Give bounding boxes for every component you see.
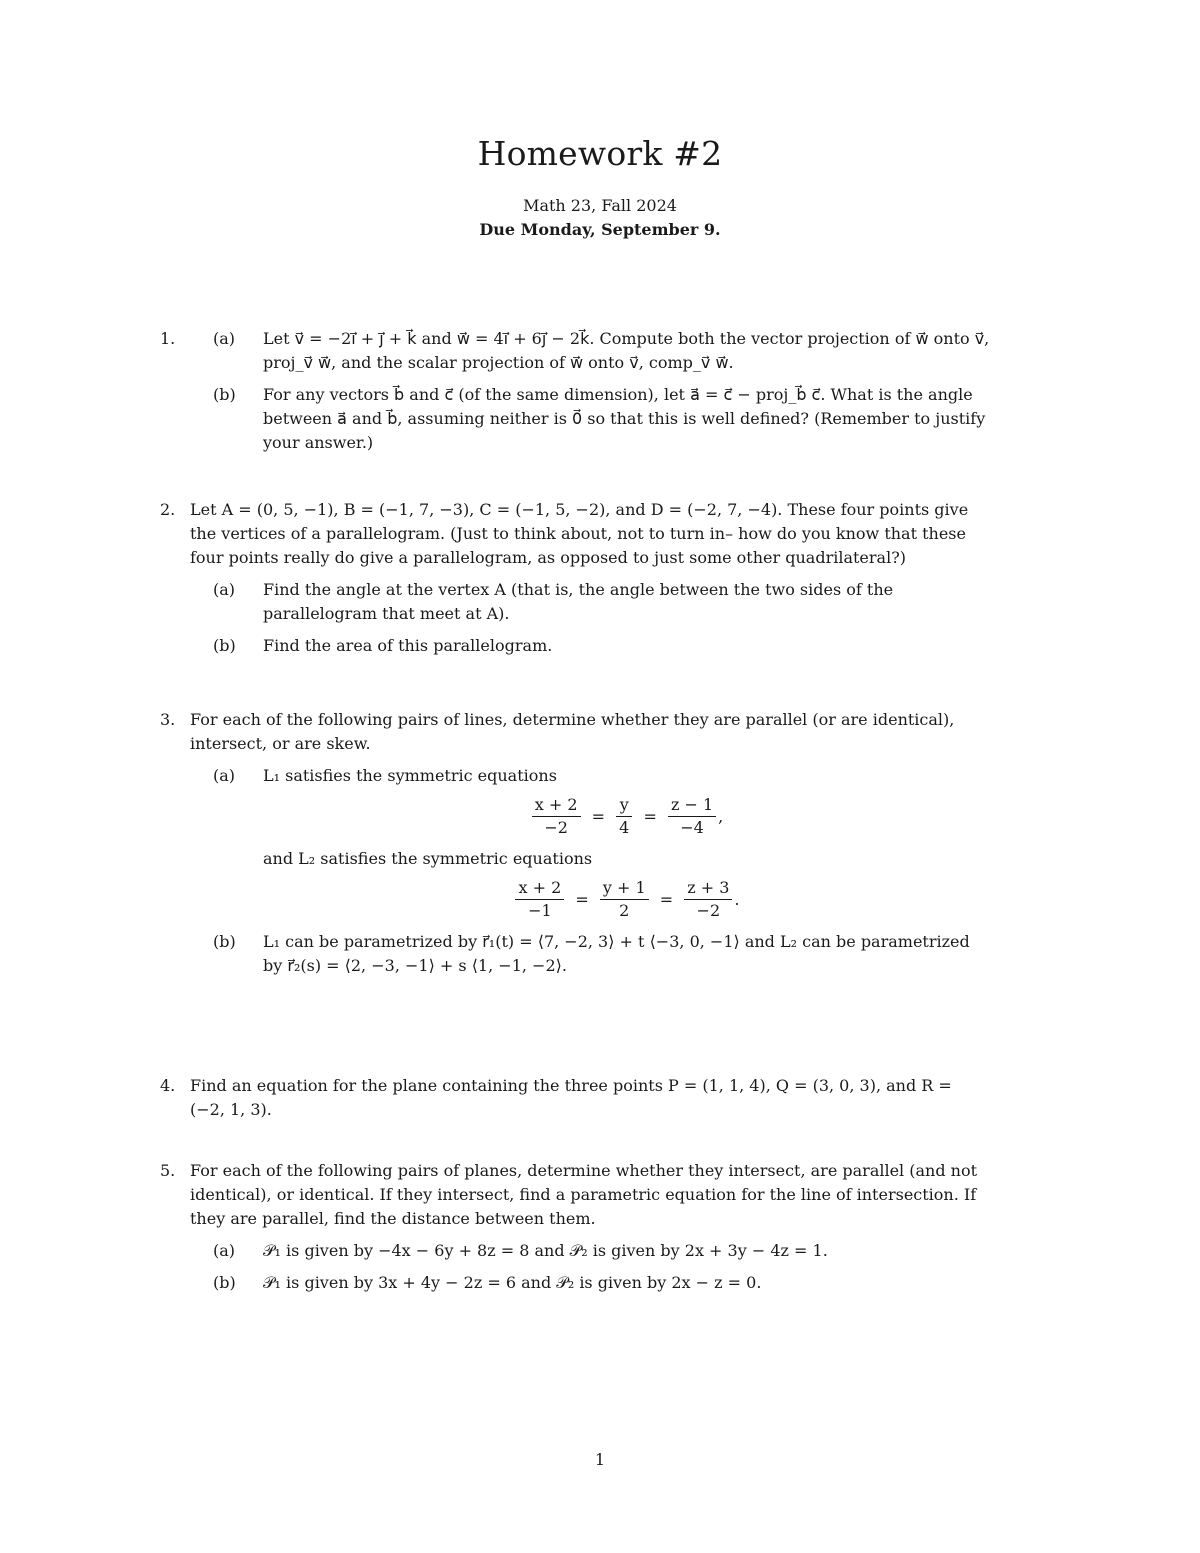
problem-2-part-a — [213, 578, 990, 626]
problem-number: 4. — [160, 1076, 176, 1095]
problem-5-intro: For each of the following pairs of planes, determine whether they intersect, are parallel (and not identical), or identical. If they intersect, find a parametric equation for the line of intersection. If they are parallel, find the distance between them. — [190, 1161, 978, 1228]
problem-1-part-a — [213, 327, 990, 375]
part-text: Find the area of this parallelogram. — [263, 636, 553, 655]
part-text: 𝒫₁ is given by −4x − 6y + 8z = 8 and 𝒫₂ is given by 2x + 3y − 4z = 1. — [263, 1241, 828, 1260]
part-label: (b) — [213, 1273, 236, 1292]
equals-sign: = — [659, 889, 674, 909]
document-title: Homework #2 — [477, 134, 723, 173]
part-text: Find the angle at the vertex A (that is, the angle between the two sides of the parallelogram that meet at A). — [263, 580, 894, 623]
symmetric-equation-l1 — [263, 794, 990, 839]
part-label: (b) — [213, 636, 236, 655]
part-text: 𝒫₁ is given by 3x + 4y − 2z = 6 and 𝒫₂ is given by 2x − z = 0. — [263, 1273, 762, 1292]
part-label: (a) — [213, 766, 236, 785]
problem-3-part-a — [213, 764, 990, 922]
part-label: (a) — [213, 1241, 236, 1260]
part-label: (b) — [213, 932, 236, 951]
due-date: Due Monday, September 9. — [479, 220, 721, 239]
problem-1-part-b — [213, 383, 990, 455]
fraction — [668, 794, 716, 839]
problem-3 — [160, 708, 990, 978]
part-text-continued: and L₂ satisfies the symmetric equations — [263, 849, 593, 868]
denominator: −2 — [544, 818, 568, 837]
part-text: For any vectors b⃗ and c⃗ (of the same dimension), let a⃗ = c⃗ − proj_b⃗ c⃗. What is the angle between a⃗ and b⃗, assuming neither is 0⃗ so that this is well defined? (Remember to justify your answer.) — [263, 385, 986, 452]
denominator: −2 — [696, 901, 721, 920]
numerator: x + 2 — [515, 877, 564, 900]
problem-5 — [160, 1159, 990, 1295]
equals-sign: = — [643, 806, 657, 826]
problem-number: 3. — [160, 710, 176, 729]
problem-3-part-b — [213, 930, 990, 978]
problem-2-part-b — [213, 634, 990, 658]
equals-sign: = — [575, 889, 589, 909]
numerator: x + 2 — [532, 794, 581, 817]
part-text: L₁ satisfies the symmetric equations — [263, 766, 557, 785]
numerator: z − 1 — [668, 794, 716, 817]
denominator: −1 — [528, 901, 552, 920]
part-text: Let v⃗ = −2ı⃗ + j⃗ + k⃗ and w⃗ = 4ı⃗ + 6j⃗ − 2k⃗. Compute both the vector projection of w⃗ onto v⃗, proj_v⃗ w⃗, and the scalar projection of w⃗ onto v⃗, comp_v⃗ w⃗. — [263, 329, 990, 372]
problem-5-part-a — [213, 1239, 990, 1263]
problem-4-intro: Find an equation for the plane containing the three points P = (1, 1, 4), Q = (3, 0, 3), and R = (−2, 1, 3). — [190, 1076, 952, 1119]
problem-1 — [160, 327, 990, 455]
fraction — [684, 877, 732, 922]
equals-sign: = — [591, 806, 606, 826]
problem-2-intro: Let A = (0, 5, −1), B = (−1, 7, −3), C = (−1, 5, −2), and D = (−2, 7, −4). These four points give the vertices of a parallelogram. (Just to think about, not to turn in– how do you know that these four points really do give a parallelogram, as opposed to just some other quadrilateral?) — [190, 500, 969, 567]
numerator: y + 1 — [600, 877, 649, 900]
part-text: L₁ can be parametrized by r⃗₁(t) = ⟨7, −2, 3⟩ + t ⟨−3, 0, −1⟩ and L₂ can be parametrized by r⃗₂(s) = ⟨2, −3, −1⟩ + s ⟨1, −1, −2⟩. — [263, 932, 970, 975]
fraction — [600, 877, 649, 922]
part-label: (b) — [213, 385, 236, 404]
problem-number: 5. — [160, 1161, 176, 1180]
problem-number: 2. — [160, 500, 176, 519]
punctuation: , — [718, 806, 724, 826]
numerator: y — [616, 794, 632, 817]
problem-3-intro: For each of the following pairs of lines, determine whether they are parallel (or are identical), intersect, or are skew. — [190, 710, 955, 753]
part-label: (a) — [213, 580, 236, 599]
symmetric-equation-l2 — [263, 877, 990, 922]
denominator: −4 — [680, 818, 704, 837]
fraction — [532, 794, 581, 839]
problem-2 — [160, 498, 990, 658]
page-number: 1 — [594, 1450, 606, 1469]
problem-4 — [160, 1074, 990, 1122]
fraction — [616, 794, 632, 839]
problem-5-part-b — [213, 1271, 990, 1295]
punctuation: . — [734, 889, 740, 909]
denominator: 4 — [619, 818, 630, 837]
part-label: (a) — [213, 329, 236, 348]
problem-number: 1. — [160, 329, 176, 348]
numerator: z + 3 — [684, 877, 732, 900]
course-info: Math 23, Fall 2024 — [523, 196, 677, 215]
denominator: 2 — [619, 901, 630, 920]
fraction — [515, 877, 564, 922]
